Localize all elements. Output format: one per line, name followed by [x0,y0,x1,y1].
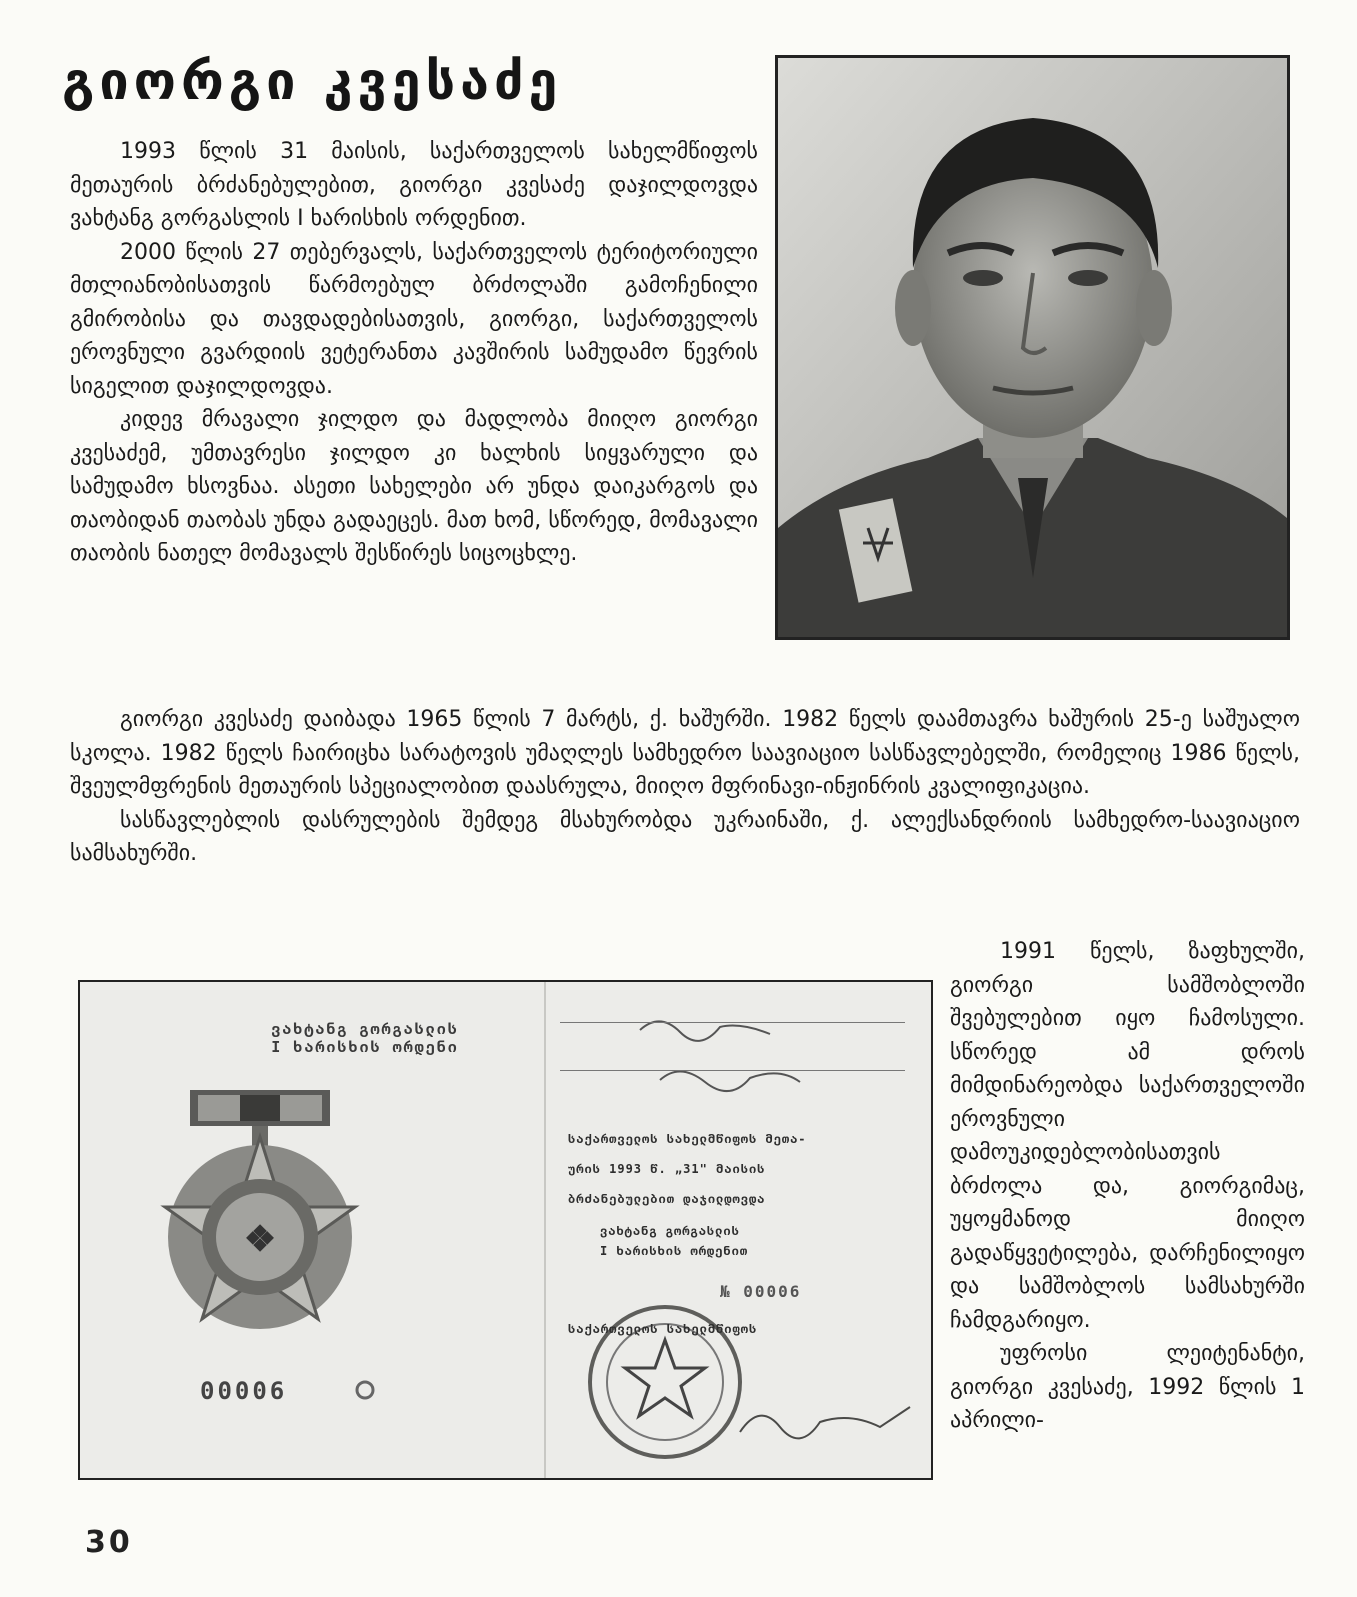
paragraph: 2000 წლის 27 თებერვალს, საქართველოს ტერიტორიული მთლიანობისათვის წარმოებულ ბრძოლაში გამოჩენილი გმირობისა და თავდადებისათვის, გიორგი, საქართველოს ეროვნული გვარდიის ვეტერანთა კავშირის სამუდამო წევრის სიგელით დაჯილდოვდა. [70,239,758,399]
form-line [560,1070,905,1071]
certificate-header-line: I ხარისხის ორდენი [271,1038,459,1056]
form-line [560,1022,905,1023]
paragraph: უფროსი ლეიტენანტი, გიორგი კვესაძე, 1992 წლის 1 აპრილი- [950,1341,1305,1433]
left-column-text [70,135,758,571]
certificate-text: საქართველოს სახელმწიფოს მეთა- [568,1132,807,1146]
paragraph: 1993 წლის 31 მაისის, საქართველოს სახელმწიფოს მეთაურის ბრძანებულებით, გიორგი კვესაძე დაჯილდოვდა ვახტანგ გორგასლის I ხარისხის ორდენით. [70,139,758,231]
full-width-text [70,703,1300,871]
paragraph: სასწავლებლის დასრულების შემდეგ მსახურობდა უკრაინაში, ქ. ალექსანდრიის სამხედრო-საავიაციო სამსახურში. [70,807,1300,866]
certificate-number: № 00006 [720,1282,802,1301]
certificate-text: I ხარისხის ორდენით [600,1244,749,1258]
certificate-text: ურის 1993 წ. „31" მაისის [568,1162,766,1176]
certificate-text: ვახტანგ გორგასლის [600,1224,740,1238]
stamp-text: საქართველოს სახელმწიფოს [568,1322,758,1336]
portrait-photo [775,55,1290,640]
certificate-text: ბრძანებულებით დაჯილდოვდა [568,1192,766,1206]
paragraph: 1991 წელს, ზაფხულში, გიორგი სამშობლოში შვებულებით იყო ჩამოსული. სწორედ ამ დროს მიმდინარეობდა საქართველოში ეროვნული დამოუკიდებლობისათვის ბრძოლა და, გიორგიმაც, უყოყმანოდ მიიღო გადაწყვეტილება, დარჩენილიყო და სამშობლოს სამსახურში ჩამდგარიყო. [950,939,1305,1333]
award-certificate-image [78,980,933,1480]
page-number: 30 [85,1525,133,1560]
paragraph: კიდევ მრავალი ჯილდო და მადლობა მიიღო გიორგი კვესაძემ, უმთავრესი ჯილდო კი ხალხის სიყვარული და სამუდამო ხსოვნაა. ასეთი სახელები არ უნდა დაიკარგოს და თაობიდან თაობას უნდა გადაეცეს. მათ ხომ, სწორედ, მომავალი თაობის ნათელ მომავალს შესწირეს სიცოცხლე. [70,407,758,566]
certificate-header [200,1020,530,1056]
page-title: გიორგი კვესაძე [62,52,563,112]
svg-text:❖: ❖ [243,1218,277,1260]
paragraph: გიორგი კვესაძე დაიბადა 1965 წლის 7 მარტს, ქ. ხაშურში. 1982 წელს დაამთავრა ხაშურის 25-ე საშუალო სკოლა. 1982 წელს ჩაირიცხა სარატოვის უმაღლეს სამხედრო საავიაციო სასწავლებელში, რომელიც 1986 წელს, შვეულმფრენის მეთაურის სპეციალობით დაასრულა, მიიღო მფრინავი-ინჟინრის კვალიფიკაცია. [70,707,1300,799]
right-column-text [950,935,1305,1438]
serial-number: 00006 [200,1377,288,1405]
certificate-header-line: ვახტანგ გორგასლის [271,1020,459,1038]
